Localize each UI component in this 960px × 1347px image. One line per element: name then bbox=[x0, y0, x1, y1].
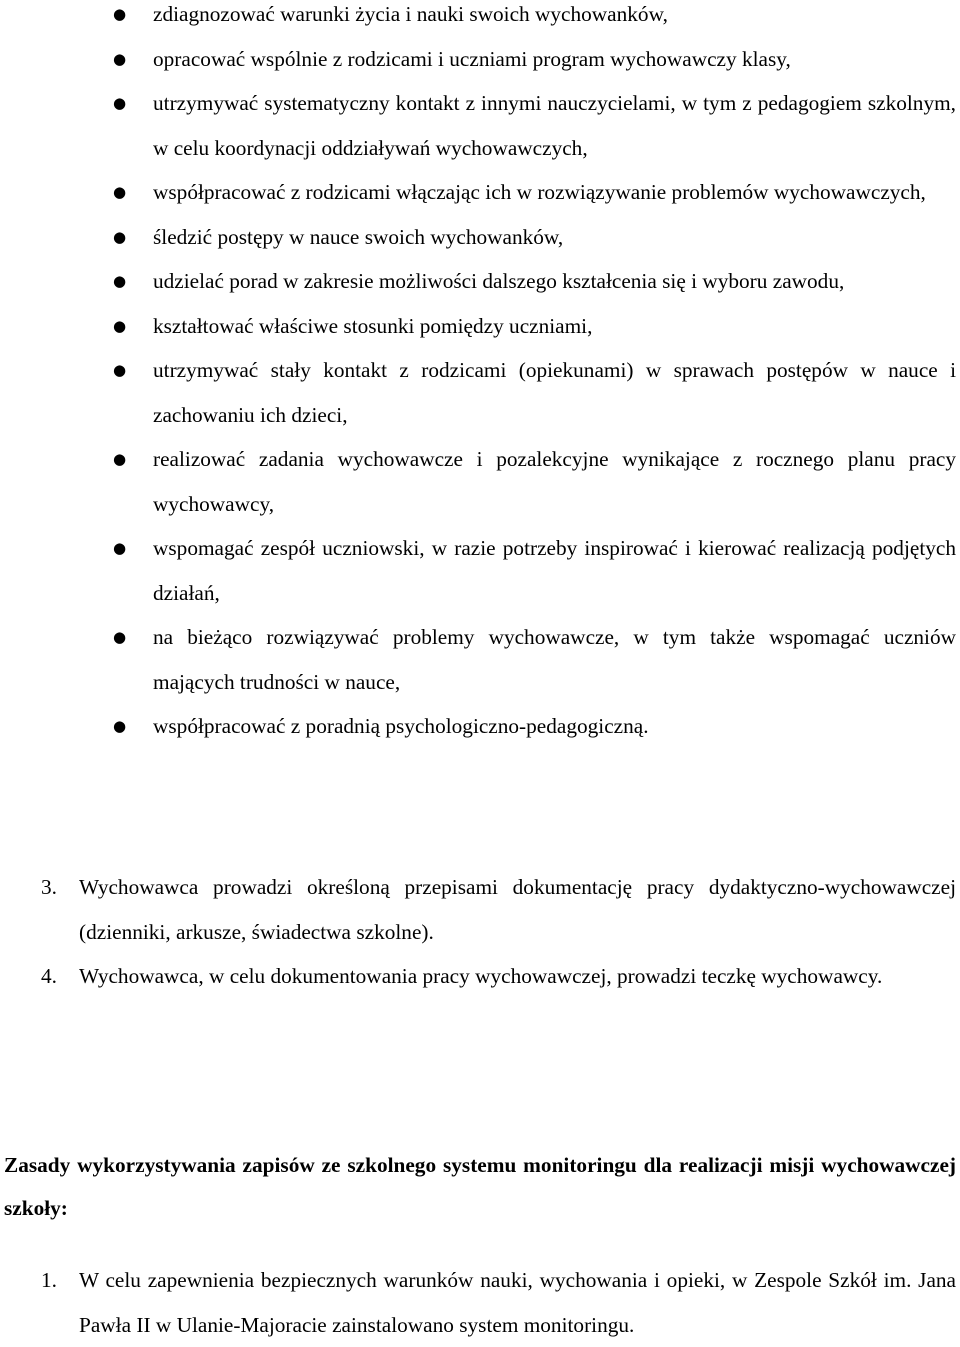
numbered-item bbox=[41, 954, 956, 999]
item-number: 4. bbox=[41, 964, 57, 988]
list-item bbox=[113, 0, 956, 37]
list-item bbox=[113, 615, 956, 704]
list-item bbox=[113, 704, 956, 749]
list-item-text: wspomagać zespół uczniowski, w razie potrzeby inspirować i kierować realizacją podjętych działań, bbox=[153, 536, 956, 605]
numbered-item bbox=[41, 1258, 956, 1347]
list-item-text: śledzić postępy w nauce swoich wychowanków, bbox=[153, 224, 564, 249]
list-item bbox=[113, 526, 956, 615]
list-item-text: opracować wspólnie z rodzicami i uczniami program wychowawczy klasy, bbox=[153, 46, 791, 71]
numbered-item-text: Wychowawca prowadzi określoną przepisami dokumentację pracy dydaktyczno-wychowawczej (dzienniki, arkusze, świadectwa szkolne). bbox=[79, 875, 956, 944]
bullet-icon: ● bbox=[113, 539, 127, 557]
numbered-list-duties bbox=[0, 865, 960, 999]
list-item bbox=[113, 215, 956, 260]
bullet-icon: ● bbox=[113, 717, 127, 735]
list-item-text: zdiagnozować warunki życia i nauki swoich wychowanków, bbox=[153, 2, 668, 26]
list-item-text: udzielać porad w zakresie możliwości dalszego kształcenia się i wyboru zawodu, bbox=[153, 269, 845, 293]
item-number: 3. bbox=[41, 875, 57, 899]
list-item bbox=[113, 170, 956, 215]
list-item-text: współpracować z rodzicami włączając ich w rozwiązywanie problemów wychowawczych, bbox=[153, 180, 926, 204]
bullet-icon: ● bbox=[113, 272, 127, 290]
list-item-text: realizować zadania wychowawcze i pozalekcyjne wynikające z rocznego planu pracy wychowawcy, bbox=[153, 447, 956, 516]
numbered-item bbox=[41, 865, 956, 954]
list-item bbox=[113, 37, 956, 82]
list-item bbox=[113, 259, 956, 304]
bullet-icon: ● bbox=[113, 450, 127, 468]
list-item bbox=[113, 348, 956, 437]
list-item-text: utrzymywać systematyczny kontakt z innymi nauczycielami, w tym z pedagogiem szkolnym, w celu koordynacji oddziaływań wychowawczych, bbox=[153, 91, 956, 160]
bullet-icon: ● bbox=[113, 316, 127, 335]
bullet-icon: ● bbox=[113, 628, 127, 646]
list-item bbox=[113, 304, 956, 349]
list-item bbox=[113, 437, 956, 526]
list-item-text: kształtować właściwe stosunki pomiędzy uczniami, bbox=[153, 313, 593, 338]
list-item bbox=[113, 81, 956, 170]
numbered-list-monitoring bbox=[0, 1258, 960, 1347]
bullet-icon: ● bbox=[113, 5, 127, 23]
numbered-item-text: Wychowawca, w celu dokumentowania pracy wychowawczej, prowadzi teczkę wychowawcy. bbox=[79, 964, 883, 988]
bullet-icon: ● bbox=[113, 183, 127, 201]
item-number: 1. bbox=[41, 1268, 57, 1292]
bullet-icon: ● bbox=[113, 361, 127, 379]
list-item-text: na bieżąco rozwiązywać problemy wychowawcze, w tym także wspomagać uczniów mających trudności w nauce, bbox=[153, 625, 956, 694]
numbered-item-text: W celu zapewnienia bezpiecznych warunków nauki, wychowania i opieki, w Zespole Szkół im. Jana Pawła II w Ulanie-Majoracie zainstalowano system monitoringu. bbox=[79, 1268, 956, 1337]
list-item-text: współpracować z poradnią psychologiczno-pedagogiczną. bbox=[153, 714, 649, 738]
section-heading: Zasady wykorzystywania zapisów ze szkolnego systemu monitoringu dla realizacji misji wychowawczej szkoły: bbox=[4, 1153, 956, 1220]
bullet-icon: ● bbox=[113, 227, 127, 246]
bullet-icon: ● bbox=[113, 49, 127, 68]
list-item-text: utrzymywać stały kontakt z rodzicami (opiekunami) w sprawach postępów w nauce i zachowaniu ich dzieci, bbox=[153, 358, 956, 427]
bullet-icon: ● bbox=[113, 94, 127, 112]
